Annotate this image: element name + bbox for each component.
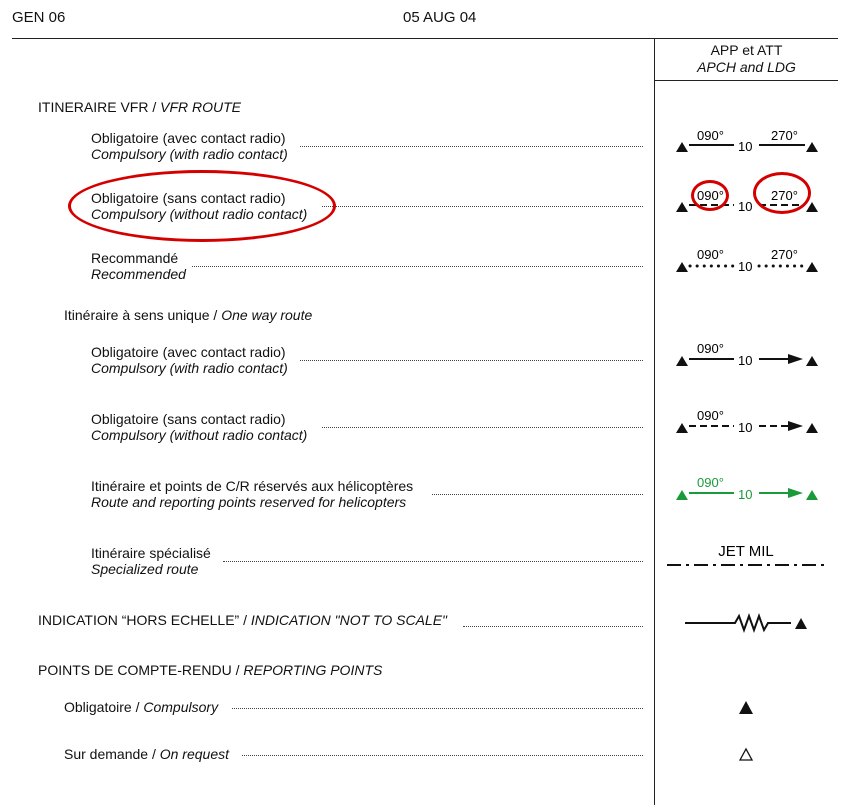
svg-text:10: 10 bbox=[738, 353, 753, 368]
svg-text:10: 10 bbox=[738, 420, 753, 435]
symbol-oneway-compulsory-no-radio bbox=[655, 406, 838, 436]
svg-text:10: 10 bbox=[738, 487, 753, 502]
svg-text:090°: 090° bbox=[697, 247, 724, 262]
reporting-point-on-request-icon bbox=[655, 745, 838, 763]
leader-dots bbox=[223, 561, 643, 562]
svg-text:270°: 270° bbox=[771, 128, 798, 143]
svg-text:090°: 090° bbox=[697, 341, 724, 356]
leader-dots bbox=[300, 146, 643, 147]
symbol-helicopter-route bbox=[655, 473, 838, 503]
leader-dots bbox=[300, 360, 643, 361]
section-vfr-route: ITINERAIRE VFR / VFR ROUTE bbox=[38, 99, 242, 115]
leader-dots bbox=[322, 427, 643, 428]
section-reporting-points: POINTS DE COMPTE-RENDU / REPORTING POINTS bbox=[38, 662, 383, 678]
row-specialized-route: Itinéraire spécialisé Specialized route bbox=[91, 545, 211, 577]
section-one-way: Itinéraire à sens unique / One way route bbox=[64, 307, 313, 323]
leader-dots bbox=[432, 494, 643, 495]
column-header-fr: APP et ATT bbox=[710, 42, 783, 58]
svg-text:090°: 090° bbox=[697, 408, 724, 423]
annotation-circle bbox=[68, 170, 336, 242]
reporting-point-compulsory-icon bbox=[655, 698, 838, 716]
symbol-compulsory-radio bbox=[655, 125, 838, 155]
leader-dots bbox=[322, 206, 643, 207]
page-date: 05 AUG 04 bbox=[403, 9, 477, 26]
row-recommended: Recommandé Recommended bbox=[91, 250, 186, 282]
svg-text:090°: 090° bbox=[697, 475, 724, 490]
column-header bbox=[655, 42, 838, 76]
svg-text:270°: 270° bbox=[771, 188, 798, 203]
row-compulsory-radio: Obligatoire (avec contact radio) Compulsory (with radio contact) bbox=[91, 130, 288, 162]
annotation-circle bbox=[753, 172, 811, 214]
row-on-request-point: Sur demande / On request bbox=[64, 746, 229, 762]
column-header-en: APCH and LDG bbox=[697, 59, 796, 75]
column-header-rule bbox=[655, 80, 838, 81]
svg-text:090°: 090° bbox=[697, 188, 724, 203]
row-compulsory-no-radio: Obligatoire (sans contact radio) Compulsory (without radio contact) bbox=[91, 190, 308, 222]
svg-text:090°: 090° bbox=[697, 128, 724, 143]
section-not-to-scale: INDICATION “HORS ECHELLE” / INDICATION "NOT TO SCALE" bbox=[38, 612, 447, 628]
row-compulsory-point: Obligatoire / Compulsory bbox=[64, 699, 219, 715]
leader-dots bbox=[463, 626, 643, 627]
symbol-oneway-compulsory-radio bbox=[655, 339, 838, 369]
svg-text:10: 10 bbox=[738, 199, 753, 214]
header-rule bbox=[12, 38, 838, 39]
svg-text:10: 10 bbox=[738, 139, 753, 154]
row-oneway-compulsory-no-radio: Obligatoire (sans contact radio) Compulsory (without radio contact) bbox=[91, 411, 308, 443]
symbol-not-to-scale bbox=[655, 610, 838, 636]
page-id: GEN 06 bbox=[12, 9, 66, 26]
leader-dots bbox=[242, 755, 643, 756]
svg-text:10: 10 bbox=[738, 259, 753, 274]
leader-dots bbox=[192, 266, 643, 267]
row-helicopter-route: Itinéraire et points de C/R réservés aux hélicoptères Route and reporting points reserved for helicopters bbox=[91, 478, 414, 510]
leader-dots bbox=[232, 708, 643, 709]
symbol-specialized-route bbox=[655, 538, 838, 572]
annotation-circle bbox=[691, 180, 729, 211]
row-oneway-compulsory-radio: Obligatoire (avec contact radio) Compulsory (with radio contact) bbox=[91, 344, 288, 376]
symbol-recommended bbox=[655, 245, 838, 275]
svg-text:270°: 270° bbox=[771, 247, 798, 262]
svg-text:JET MIL: JET MIL bbox=[718, 543, 774, 560]
